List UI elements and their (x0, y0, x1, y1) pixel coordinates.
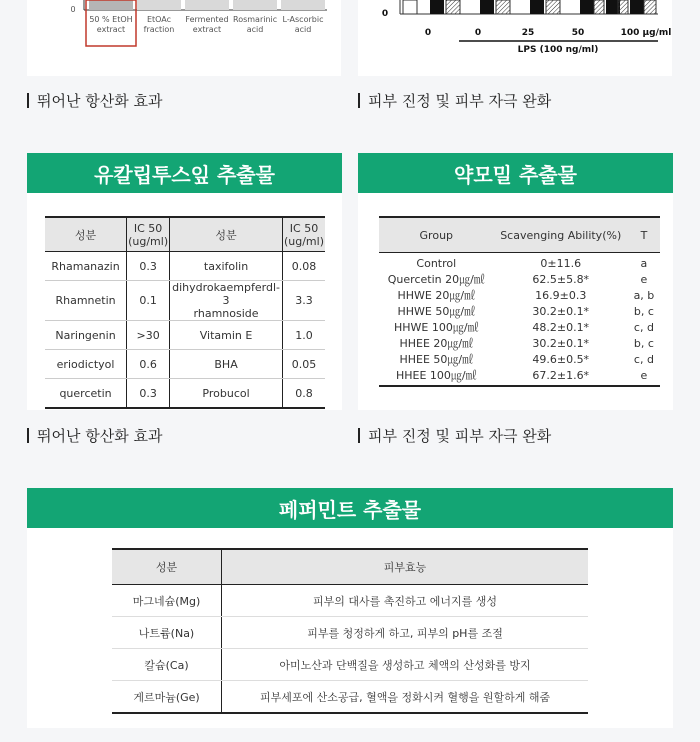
table-cell: 마그네슘(Mg) (112, 585, 222, 617)
table-cell: 0±11.6 (540, 256, 582, 270)
table-row (379, 351, 660, 367)
category-label-line: fraction (143, 25, 175, 34)
category-label-line: L-Ascorbic (282, 15, 324, 24)
table-cell: 67.2±1.6* (494, 367, 628, 386)
bar-50-etoh (89, 0, 133, 10)
bar-etoac (137, 0, 181, 10)
table-header: 피부효능 (222, 549, 588, 585)
table-cell: 아미노산과 단백질을 생성하고 체액의 산성화를 방지 (222, 649, 588, 681)
table-cell: HHWE 20㎍/㎖ (397, 289, 476, 302)
peppermint-table (112, 548, 588, 714)
table-cell: e (640, 272, 648, 286)
table-cell: 0.8 (282, 379, 325, 409)
table-cell: 0.08 (282, 252, 325, 281)
category-label-line: acid (294, 25, 312, 34)
table-cell: a, b (633, 288, 655, 302)
category-label (185, 15, 229, 35)
x-tick-label: 0 (424, 28, 432, 38)
category-label-line: acid (246, 25, 264, 34)
table-cell: Probucol (170, 379, 283, 409)
x-tick-label: 50 (571, 28, 585, 38)
y-tick-zero: 0 (381, 9, 389, 19)
table-cell: c, d (633, 352, 654, 366)
y-tick-zero: 0 (70, 5, 76, 14)
antioxidant-chart-card (27, 0, 341, 76)
houttuynia-table (379, 216, 660, 387)
bar-ascorbic (281, 0, 325, 10)
table-cell: Vitamin E (170, 321, 283, 350)
table-cell: 나트륨(Na) (112, 617, 222, 649)
x-tick-label: 0 (474, 28, 482, 38)
x-tick-label: 100 μg/ml (620, 28, 672, 38)
table-cell: 게르마늄(Ge) (112, 681, 222, 714)
category-label-line: extract (96, 25, 126, 34)
x-tick-label: 25 (521, 28, 535, 38)
caption-antioxidant-top: 뛰어난 항산화 효과 (27, 90, 162, 111)
table-cell: e (628, 367, 660, 386)
category-label-line: extract (192, 25, 222, 34)
category-label (281, 15, 325, 35)
table-row (112, 649, 588, 681)
table-cell: dihydrokaempferdl-3 rhamnoside (170, 281, 283, 321)
caption-soothing-top: 피부 진정 및 피부 자극 완화 (358, 90, 551, 111)
table-cell: b, c (633, 336, 654, 350)
eucalyptus-table (45, 216, 325, 409)
table-header: 성분 (45, 217, 127, 252)
bar-rosmarinic (233, 0, 277, 10)
table-cell: eriodictyol (45, 350, 127, 379)
table-cell: 49.6±0.5* (532, 352, 590, 366)
category-label-line: Fermented (185, 15, 229, 24)
table-cell: 0.3 (127, 252, 170, 281)
table-header: IC 50 (ug/ml) (282, 217, 325, 252)
table-cell: 0.3 (127, 379, 170, 409)
table-row (45, 281, 325, 321)
bar-fermented (185, 0, 229, 10)
table-row (45, 379, 325, 409)
eucalyptus-title: 유칼립투스잎 추출물 (27, 153, 342, 193)
x-axis-label: LPS (100 ng/ml) (517, 45, 599, 55)
table-row (379, 335, 660, 351)
table-cell: HHWE 50㎍/㎖ (397, 305, 476, 318)
table-row (379, 367, 660, 386)
table-cell: Quercetin 20㎍/㎖ (387, 273, 485, 286)
table-cell: 3.3 (282, 281, 325, 321)
table-row (379, 303, 660, 319)
table-cell: Naringenin (45, 321, 127, 350)
table-cell: b, c (633, 304, 654, 318)
table-row (379, 319, 660, 335)
table-cell: quercetin (45, 379, 127, 409)
table-row (379, 287, 660, 303)
table-cell: 피부를 청정하게 하고, 피부의 pH를 조절 (222, 617, 588, 649)
houttuynia-title: 약모밀 추출물 (358, 153, 673, 193)
table-cell: Rhamnetin (45, 281, 127, 321)
table-cell: 30.2±0.1* (532, 304, 590, 318)
table-cell: 0.1 (127, 281, 170, 321)
table-cell: 62.5±5.8* (532, 272, 590, 286)
category-label (233, 15, 277, 35)
table-header: 성분 (170, 217, 283, 252)
table-cell: 30.2±0.1* (532, 336, 590, 350)
table-row (379, 253, 660, 272)
table-cell: 16.9±0.3 (535, 288, 587, 302)
table-cell: Control (416, 256, 457, 270)
table-cell: HHWE 100㎍/㎖ (394, 321, 479, 334)
table-row (45, 350, 325, 379)
peppermint-title: 페퍼민트 추출물 (27, 488, 673, 528)
table-header: IC 50 (ug/ml) (127, 217, 170, 252)
table-cell: BHA (170, 350, 283, 379)
category-label-line: 50 % EtOH (89, 15, 133, 24)
caption-soothing-mid: 피부 진정 및 피부 자극 완화 (358, 425, 551, 446)
table-cell: Rhamanazin (45, 252, 127, 281)
table-cell: 칼슘(Ca) (112, 649, 222, 681)
category-label (89, 15, 133, 35)
table-cell: taxifolin (170, 252, 283, 281)
table-row (112, 617, 588, 649)
table-row (112, 585, 588, 617)
table-row (45, 252, 325, 281)
table-cell: a (640, 256, 648, 270)
table-cell: HHEE 20㎍/㎖ (399, 337, 474, 350)
category-label (137, 15, 181, 35)
bar-control (403, 0, 417, 14)
table-header: Group (379, 217, 494, 253)
table-header: T (628, 217, 660, 253)
inflammation-chart-card (358, 0, 672, 76)
table-cell: >30 (127, 321, 170, 350)
table-row (45, 321, 325, 350)
table-row (379, 271, 660, 287)
category-label-line: Rosmarinic (233, 15, 278, 24)
table-cell: 피부의 대사를 촉진하고 에너지를 생성 (222, 585, 588, 617)
table-cell: 0.6 (127, 350, 170, 379)
table-cell: 0.05 (282, 350, 325, 379)
table-cell: 피부세포에 산소공급, 혈액을 정화시켜 혈행을 원할하게 해줌 (222, 681, 588, 714)
table-header: 성분 (112, 549, 222, 585)
table-cell: 48.2±0.1* (532, 320, 590, 334)
table-cell: HHEE 100㎍/㎖ (379, 367, 494, 386)
category-label-line: EtOAc (146, 15, 172, 24)
table-row (112, 681, 588, 714)
inflammation-bar-chart (358, 0, 672, 76)
caption-antioxidant-mid: 뛰어난 항산화 효과 (27, 425, 162, 446)
table-cell: HHEE 50㎍/㎖ (399, 353, 474, 366)
table-header: Scavenging Ability(%) (494, 217, 628, 253)
table-cell: c, d (633, 320, 654, 334)
table-cell: 1.0 (282, 321, 325, 350)
